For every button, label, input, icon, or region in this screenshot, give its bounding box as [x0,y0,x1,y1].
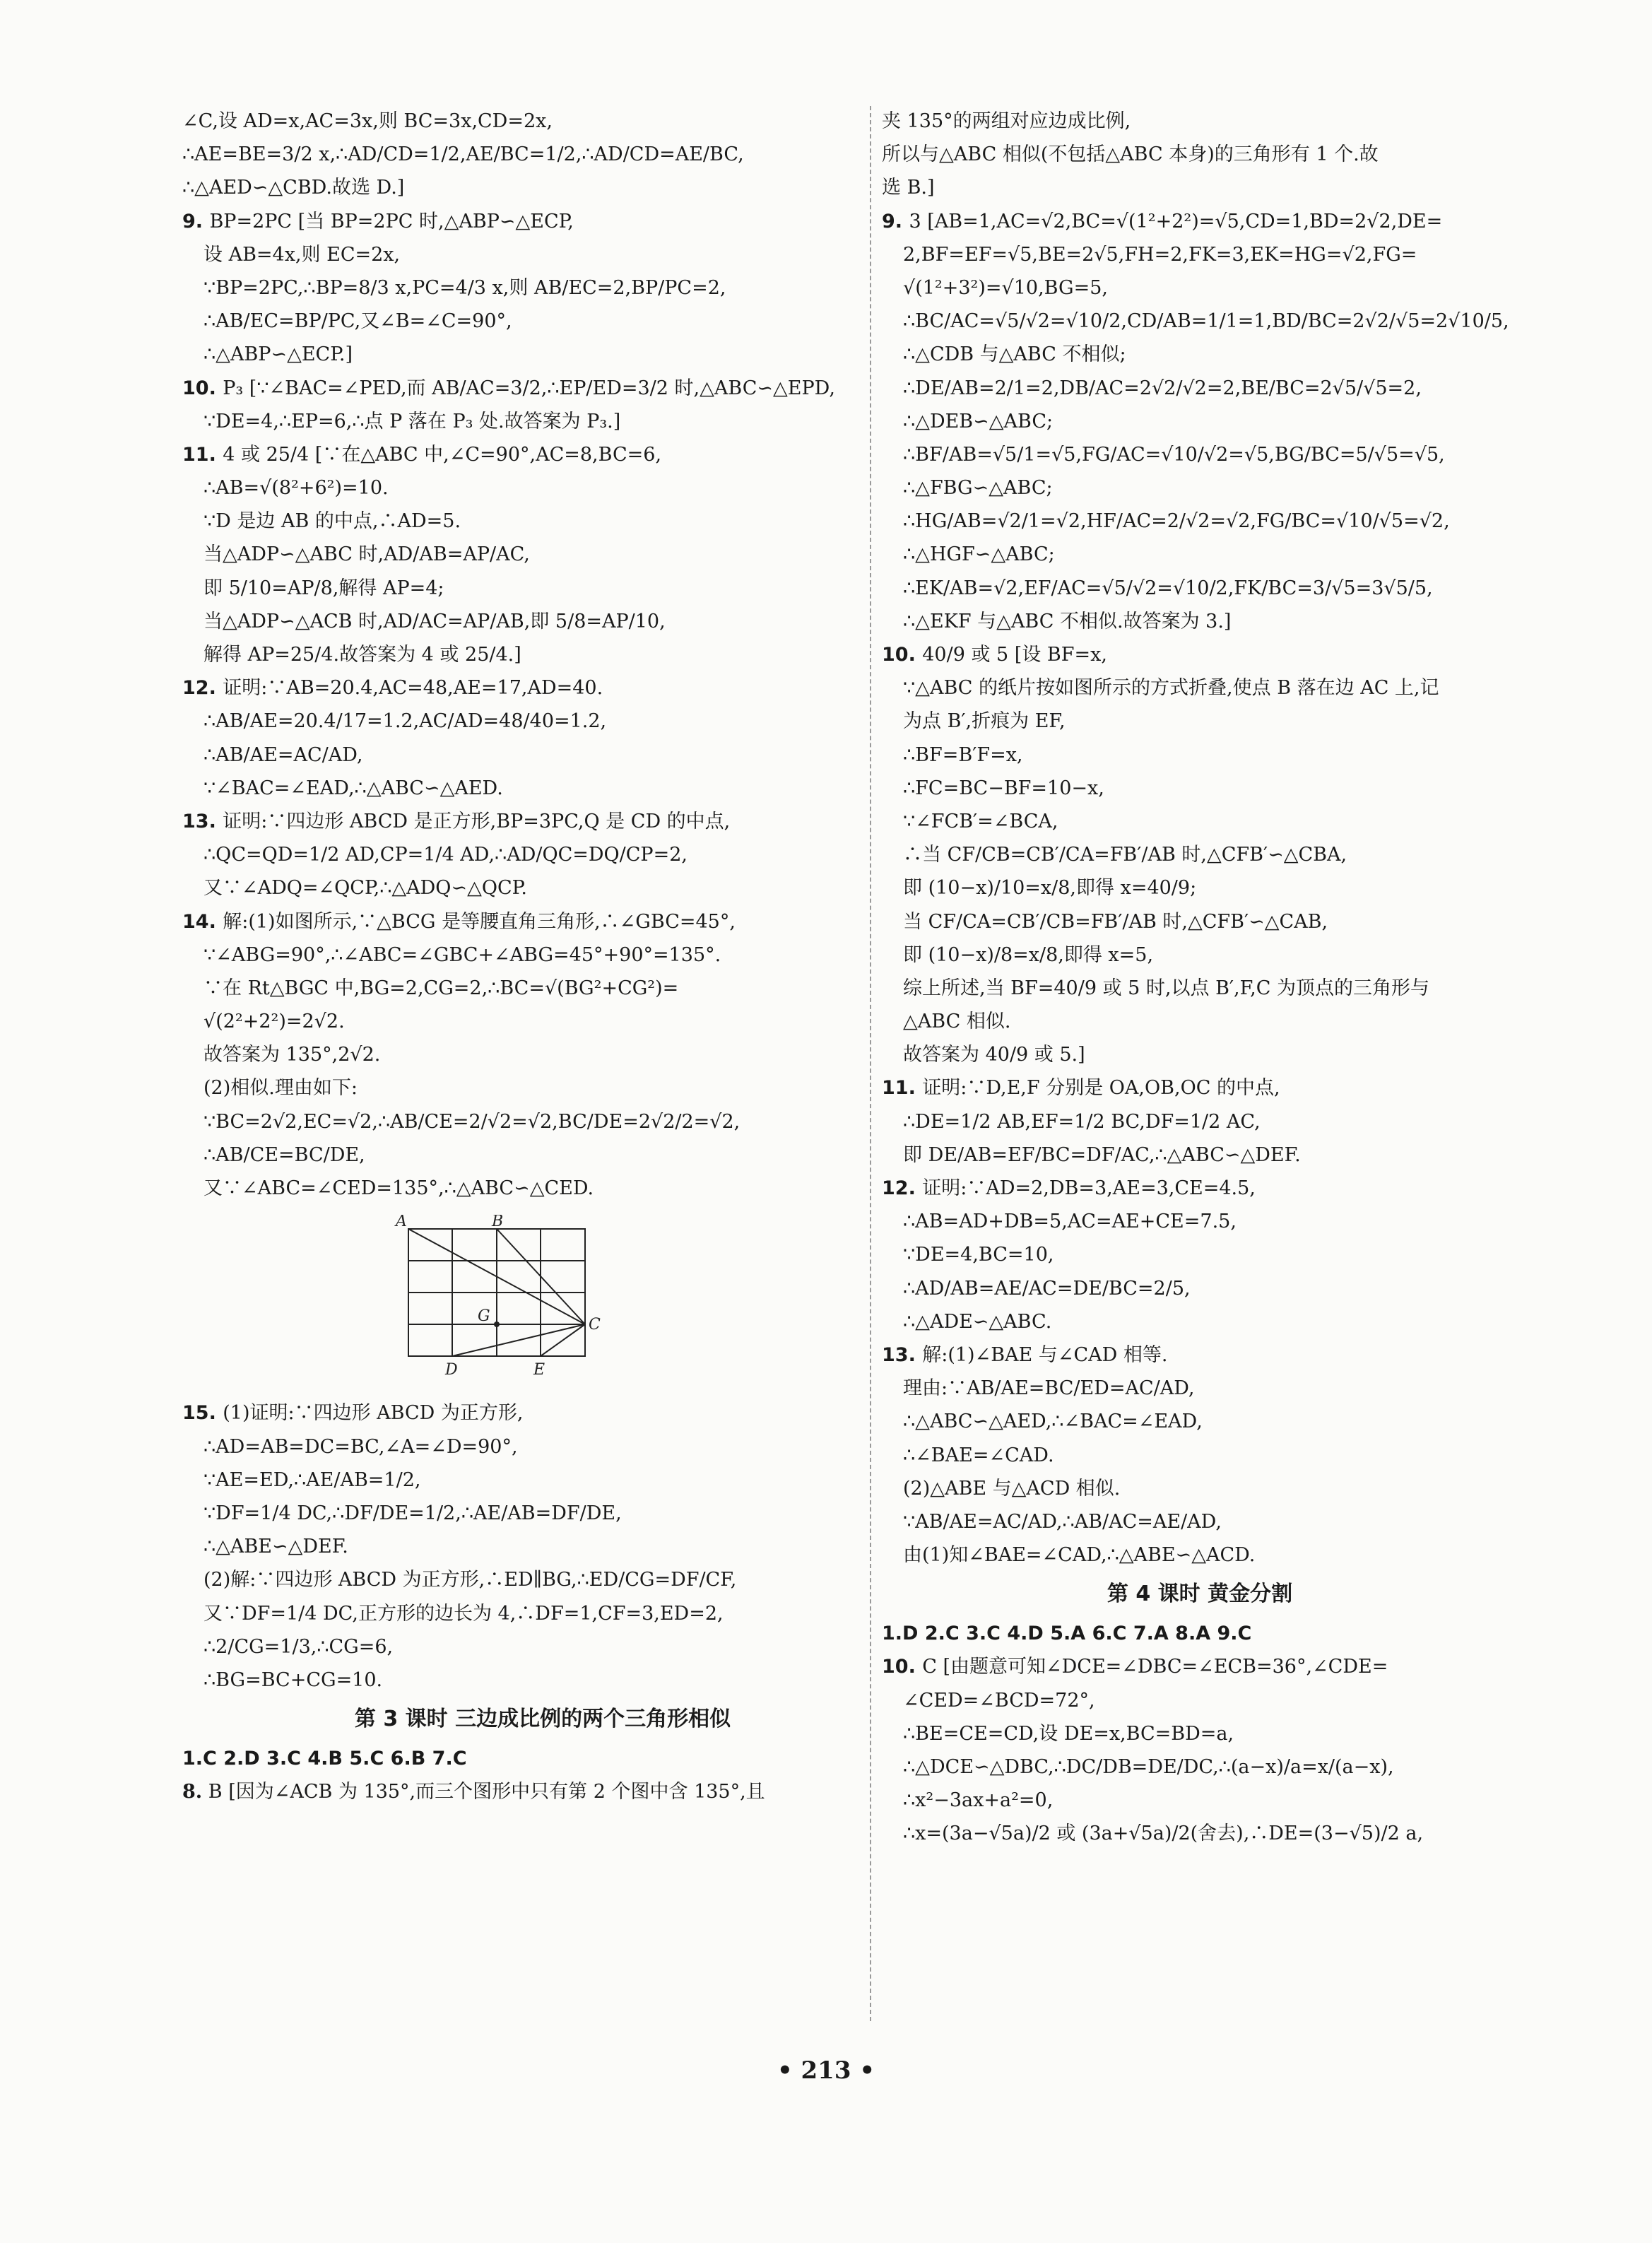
answer-text: ∴DE/AB=2/1=2,DB/AC=2√2/√2=2,BE/BC=2√5/√5=2, [903,377,1422,399]
answer-text: 证明:∵AB=20.4,AC=48,AE=17,AD=40. [223,677,603,700]
answer-text: 综上所述,当 BF=40/9 或 5 时,以点 B′,F,C 为顶点的三角形与 [903,977,1429,999]
answer-line [182,706,903,736]
answer-text: ∵AB/AE=AC/AD,∴AB/AC=AE/AD, [903,1510,1222,1533]
answer-line [882,873,1518,903]
label-A: A [396,1215,407,1231]
left-item [182,373,903,437]
answer-line [182,1498,903,1529]
question-number: 13. [882,1343,923,1366]
left-item [182,806,903,904]
answer-text: 证明:∵四边形 ABCD 是正方形,BP=3PC,Q 是 CD 的中点, [223,810,731,832]
answer-text: 即 DE/AB=EF/BC=DF/AC,∴△ABC∽△DEF. [903,1143,1301,1166]
answer-text: 40/9 或 5 [设 BF=x, [922,644,1107,666]
answer-line [882,673,1518,703]
answer-text: ∴△FBG∽△ABC; [903,477,1053,500]
answer-line [182,139,903,170]
question-number: 9. [182,210,210,232]
answer-line [182,106,903,136]
answer-text: ∵DF=1/4 DC,∴DF/DE=1/2,∴AE/AB=DF/DE, [203,1502,622,1524]
answer-line [882,1719,1518,1749]
answer-line [182,940,903,970]
answer-text: ∵BP=2PC,∴BP=8/3 x,PC=4/3 x,则 AB/EC=2,BP/PC=2, [203,276,726,299]
answer-line [182,806,903,837]
answer-line [882,1473,1518,1504]
left-item [182,440,903,670]
answer-text: ∵DE=4,BC=10, [903,1244,1054,1266]
answer-line [882,773,1518,803]
answer-line [882,806,1518,837]
answer-line [882,1173,1518,1203]
answer-text: 3 [AB=1,AC=√2,BC=√(1²+2²)=√5,CD=1,BD=2√2,DE= [909,210,1443,232]
answer-text: ∠C,设 AD=x,AC=3x,则 BC=3x,CD=2x, [182,110,553,132]
answer-text: ∴△DCE∽△DBC,∴DC/DB=DE/DC,∴(a−x)/a=x/(a−x), [903,1756,1394,1778]
page-number: • 213 • [777,2056,875,2085]
section-title-3: 第 3 课时 三边成比例的两个三角形相似 [354,1707,731,1732]
answer-text: ∵∠ABG=90°,∴∠ABC=∠GBC+∠ABG=45°+90°=135°. [203,943,721,966]
question-8-number: 8. [182,1781,203,1803]
answer-line [882,1273,1518,1304]
answer-line [882,940,1518,970]
answer-line [182,1632,903,1662]
question-number: 10. [182,377,223,399]
answer-line [882,306,1518,336]
answer-line [182,606,903,637]
question-number: 13. [182,810,223,832]
label-B: B [492,1215,504,1231]
answer-line [882,1006,1518,1037]
left-item [182,206,903,370]
answer-line [882,1685,1518,1716]
answer-line [182,1173,903,1203]
answer-line [882,240,1518,270]
section-title-4: 第 4 课时 黄金分割 [1107,1582,1293,1607]
answer-line [882,406,1518,437]
right-item [882,1173,1518,1337]
answer-text: 当△ADP∽△ABC 时,AD/AB=AP/AC, [203,543,530,566]
answer-line [882,973,1518,1003]
answer-line [882,172,1518,203]
right-item [882,1340,1518,1570]
answer-line [882,1818,1518,1849]
answer-text: ∴HG/AB=√2/1=√2,HF/AC=2/√2=√2,FG/BC=√10/√5=√2, [903,510,1450,533]
question-number: 9. [882,210,909,232]
answer-text: 故答案为 135°,2√2. [203,1044,381,1066]
answer-text: ∴x²−3ax+a²=0, [903,1789,1054,1812]
answer-line [882,606,1518,637]
answer-text: 4 或 25/4 [∵在△ABC 中,∠C=90°,AC=8,BC=6, [223,443,662,466]
answer-text: ∴△ABE∽△DEF. [203,1536,348,1558]
question-8-text: B [因为∠ACB 为 135°,而三个图形中只有第 2 个图中含 135°,且 [208,1781,765,1803]
answer-line [182,740,903,770]
answer-text: 由(1)知∠BAE=∠CAD,∴△ABE∽△ACD. [903,1544,1256,1567]
answer-line [882,1040,1518,1070]
answer-text: ∴BF/AB=√5/1=√5,FG/AC=√10/√2=√5,BG/BC=5/√5=√5, [903,443,1445,466]
answer-line [182,1040,903,1070]
answer-line [182,1565,903,1595]
answer-line [182,1432,903,1462]
answer-text: C [由题意可知∠DCE=∠DBC=∠ECB=36°,∠CDE= [922,1656,1388,1678]
question-8 [182,1777,903,1807]
answer-line [882,506,1518,536]
label-D: D [445,1361,458,1378]
answer-text: (2)解:∵四边形 ABCD 为正方形,∴ED∥BG,∴ED/CG=DF/CF, [203,1569,737,1591]
answer-text: 解得 AP=25/4.故答案为 4 或 25/4.] [203,644,521,666]
answer-line [882,1073,1518,1103]
answer-line [882,740,1518,770]
answer-line [182,1599,903,1629]
answer-text: 2,BF=EF=√5,BE=2√5,FH=2,FK=3,EK=HG=√2,FG= [903,243,1417,266]
answer-text: ∴BG=BC+CG=10. [203,1668,383,1691]
answer-text: ∴∠BAE=∠CAD. [903,1444,1054,1466]
answer-text: 为点 B′,折痕为 EF, [903,710,1066,733]
answer-line [882,1340,1518,1370]
answer-text: √(2²+2²)=2√2. [203,1011,345,1033]
question-number: 12. [182,677,223,700]
answer-text: ∵在 Rt△BGC 中,BG=2,CG=2,∴BC=√(BG²+CG²)= [203,977,679,999]
answer-text: ∵D 是边 AB 的中点,∴AD=5. [203,510,461,533]
answer-line [882,373,1518,404]
answer-text: 证明:∵AD=2,DB=3,AE=3,CE=4.5, [922,1177,1256,1199]
answer-text: ∴△EKF 与△ABC 不相似.故答案为 3.] [903,610,1232,632]
answer-line [882,840,1518,870]
answer-text: ∴x=(3a−√5a)/2 或 (3a+√5a)/2(舍去),∴DE=(3−√5)/2 a, [903,1823,1424,1845]
answer-line [182,1665,903,1695]
answer-text: ∴AD/AB=AE/AC=DE/BC=2/5, [903,1277,1191,1300]
answer-line [182,1531,903,1562]
answer-line [182,206,903,237]
answer-text: ∵∠FCB′=∠BCA, [903,810,1058,832]
answer-text: ∴AD=AB=DC=BC,∠A=∠D=90°, [203,1435,518,1458]
answer-line [882,473,1518,503]
answer-text: 所以与△ABC 相似(不包括△ABC 本身)的三角形有 1 个.故 [882,143,1379,166]
answer-line [182,473,903,503]
answer-text: 又∵∠ADQ=∠QCP,∴△ADQ∽△QCP. [203,877,527,900]
answer-line [882,573,1518,604]
answer-text: (2)△ABE 与△ACD 相似. [903,1477,1121,1500]
answer-line [882,1785,1518,1815]
answer-text: ∴△AED∽△CBD.故选 D.] [182,177,405,199]
answer-text: ∴DE=1/2 AB,EF=1/2 BC,DF=1/2 AC, [903,1110,1261,1133]
answer-text: P₃ [∵∠BAC=∠PED,而 AB/AC=3/2,∴EP/ED=3/2 时,△ABC∽△EPD, [223,377,835,399]
answer-line [182,840,903,870]
answer-line [182,506,903,536]
answer-text: ∠CED=∠BCD=72°, [903,1689,1095,1712]
answer-text: ∵BC=2√2,EC=√2,∴AB/CE=2/√2=√2,BC/DE=2√2/2=√2, [203,1110,741,1133]
answer-line [182,1107,903,1137]
answer-line [882,1107,1518,1137]
label-C: C [589,1316,601,1334]
answer-line [882,706,1518,736]
figure-14 [394,1215,903,1387]
answer-text: 即 5/10=AP/8,解得 AP=4; [203,577,444,599]
answer-line [182,273,903,303]
answer-line [882,139,1518,170]
answer-text: 解:(1)如图所示,∵△BCG 是等腰直角三角形,∴∠GBC=45°, [223,910,736,933]
answer-text: √(1²+3²)=√10,BG=5, [903,276,1108,299]
answer-text: 故答案为 40/9 或 5.] [903,1044,1085,1066]
answer-text: ∴AB/AE=20.4/17=1.2,AC/AD=48/40=1.2, [203,710,607,733]
left-item [182,907,903,1204]
answer-text: 证明:∵D,E,F 分别是 OA,OB,OC 的中点, [922,1077,1280,1100]
answer-text: 选 B.] [882,177,935,199]
answer-text: (1)证明:∵四边形 ABCD 为正方形, [223,1402,524,1425]
question-number: 11. [182,443,223,466]
answer-line [182,573,903,604]
answer-text: ∵DE=4,∴EP=6,∴点 P 落在 P₃ 处.故答案为 P₃.] [203,410,621,432]
left-column [182,106,903,1810]
question-number: 15. [182,1402,223,1425]
answer-text: ∵AE=ED,∴AE/AB=1/2, [203,1468,421,1491]
answer-text: 解:(1)∠BAE 与∠CAD 相等. [922,1343,1168,1366]
answers-section-4: 1.D 2.C 3.C 4.D 5.A 6.C 7.A 8.A 9.C [882,1623,1252,1645]
answer-line [182,539,903,570]
answer-line [882,1752,1518,1782]
label-E: E [533,1361,545,1378]
answer-text: ∴FC=BC−BF=10−x, [903,777,1104,799]
answer-line [882,1652,1518,1682]
right-item [882,106,1518,204]
left-item [182,673,903,803]
answer-line [882,1406,1518,1437]
answer-line [182,440,903,470]
left-item [182,1398,903,1695]
answers-section-3: 1.C 2.D 3.C 4.B 5.C 6.B 7.C [182,1748,467,1770]
question-number: 10. [882,1656,923,1678]
question-number: 12. [882,1177,923,1199]
answer-text: 即 (10−x)/8=x/8,即得 x=5, [903,943,1154,966]
answer-line [182,1140,903,1170]
answer-line [882,339,1518,370]
answer-line [182,773,903,803]
answer-line [882,1240,1518,1270]
answer-text: ∴AE=BE=3/2 x,∴AD/CD=1/2,AE/BC=1/2,∴AD/CD=AE/BC, [182,143,744,166]
answer-text: ∴△HGF∽△ABC; [903,543,1055,566]
answer-text: ∴BF=B′F=x, [903,743,1023,766]
question-number: 11. [882,1077,923,1100]
answer-text: BP=2PC [当 BP=2PC 时,△ABP∽△ECP, [209,210,574,232]
answer-line [182,673,903,703]
answer-line [882,440,1518,470]
answer-text: 夹 135°的两组对应边成比例, [882,110,1131,132]
answer-text: ∴△ABC∽△AED,∴∠BAC=∠EAD, [903,1411,1203,1433]
answer-line [182,406,903,437]
answer-text: ∵∠BAC=∠EAD,∴△ABC∽△AED. [203,777,503,799]
answer-text: ∴AB/EC=BP/PC,又∠B=∠C=90°, [203,310,512,333]
answer-text: ∴△ABP∽△ECP.] [203,343,353,366]
answer-line [182,973,903,1003]
answer-line [882,206,1518,237]
question-number: 10. [882,644,923,666]
grid-figure [394,1215,606,1377]
right-item [882,1073,1518,1170]
answer-text: 又∵∠ABC=∠CED=135°,∴△ABC∽△CED. [203,1177,594,1199]
answer-line [182,339,903,370]
answer-line [182,172,903,203]
answer-text: ∴AB/CE=BC/DE, [203,1143,365,1166]
answer-text: 即 (10−x)/10=x/8,即得 x=40/9; [903,877,1197,900]
answer-line [182,240,903,270]
answer-text: 当△ADP∽△ACB 时,AD/AC=AP/AB,即 5/8=AP/10, [203,610,666,632]
right-item [882,206,1518,637]
answer-line [882,1140,1518,1170]
answer-text: ∴BE=CE=CD,设 DE=x,BC=BD=a, [903,1722,1234,1745]
answer-text: ∴△CDB 与△ABC 不相似; [903,343,1126,366]
left-item [182,106,903,204]
answer-text: ∴△ADE∽△ABC. [903,1310,1052,1333]
answer-text: 当 CF/CA=CB′/CB=FB′/AB 时,△CFB′∽△CAB, [903,910,1328,933]
answer-text: ∴QC=QD=1/2 AD,CP=1/4 AD,∴AD/QC=DQ/CP=2, [203,844,688,866]
answer-line [882,1307,1518,1337]
label-G: G [478,1307,490,1326]
answer-text: ∵△ABC 的纸片按如图所示的方式折叠,使点 B 落在边 AC 上,记 [903,677,1439,700]
answer-line [882,1373,1518,1403]
answer-line [882,539,1518,570]
answer-text: (2)相似.理由如下: [203,1077,358,1100]
answer-line [182,1006,903,1037]
answer-text: 理由:∵AB/AE=BC/ED=AC/AD, [903,1377,1195,1400]
answer-text: ∴AB=AD+DB=5,AC=AE+CE=7.5, [903,1211,1237,1233]
answer-line [182,1465,903,1495]
answer-line [882,907,1518,937]
answer-line [182,640,903,670]
answer-line [882,106,1518,136]
answer-text: ∴当 CF/CB=CB′/CA=FB′/AB 时,△CFB′∽△CBA, [903,844,1347,866]
answer-text: ∴AB=√(8²+6²)=10. [203,477,389,500]
answer-line [882,1507,1518,1537]
question-10-golden [882,1652,1518,1849]
answer-line [882,1440,1518,1471]
answer-line [882,273,1518,303]
answer-text: ∴EK/AB=√2,EF/AC=√5/√2=√10/2,FK/BC=3/√5=3√5/5, [903,577,1433,599]
answer-line [182,306,903,336]
answer-line [182,1073,903,1103]
answer-line [182,373,903,404]
answer-line [882,1206,1518,1237]
answer-text: ∴△DEB∽△ABC; [903,410,1054,432]
answer-text: △ABC 相似. [903,1011,1011,1033]
answer-line [182,1398,903,1428]
answer-text: ∴BC/AC=√5/√2=√10/2,CD/AB=1/1=1,BD/BC=2√2/√5=2√10/5, [903,310,1509,333]
answer-line [882,640,1518,670]
answer-text: 设 AB=4x,则 EC=2x, [203,243,401,266]
question-number: 14. [182,910,223,933]
answer-text: ∴AB/AE=AC/AD, [203,743,363,766]
answer-line [182,873,903,903]
answer-line [882,1540,1518,1570]
right-column [882,106,1518,1852]
right-item [882,640,1518,1070]
answer-line [182,907,903,937]
answer-text: 又∵DF=1/4 DC,正方形的边长为 4,∴DF=1,CF=3,ED=2, [203,1602,724,1625]
answer-text: ∴2/CG=1/3,∴CG=6, [203,1635,394,1658]
